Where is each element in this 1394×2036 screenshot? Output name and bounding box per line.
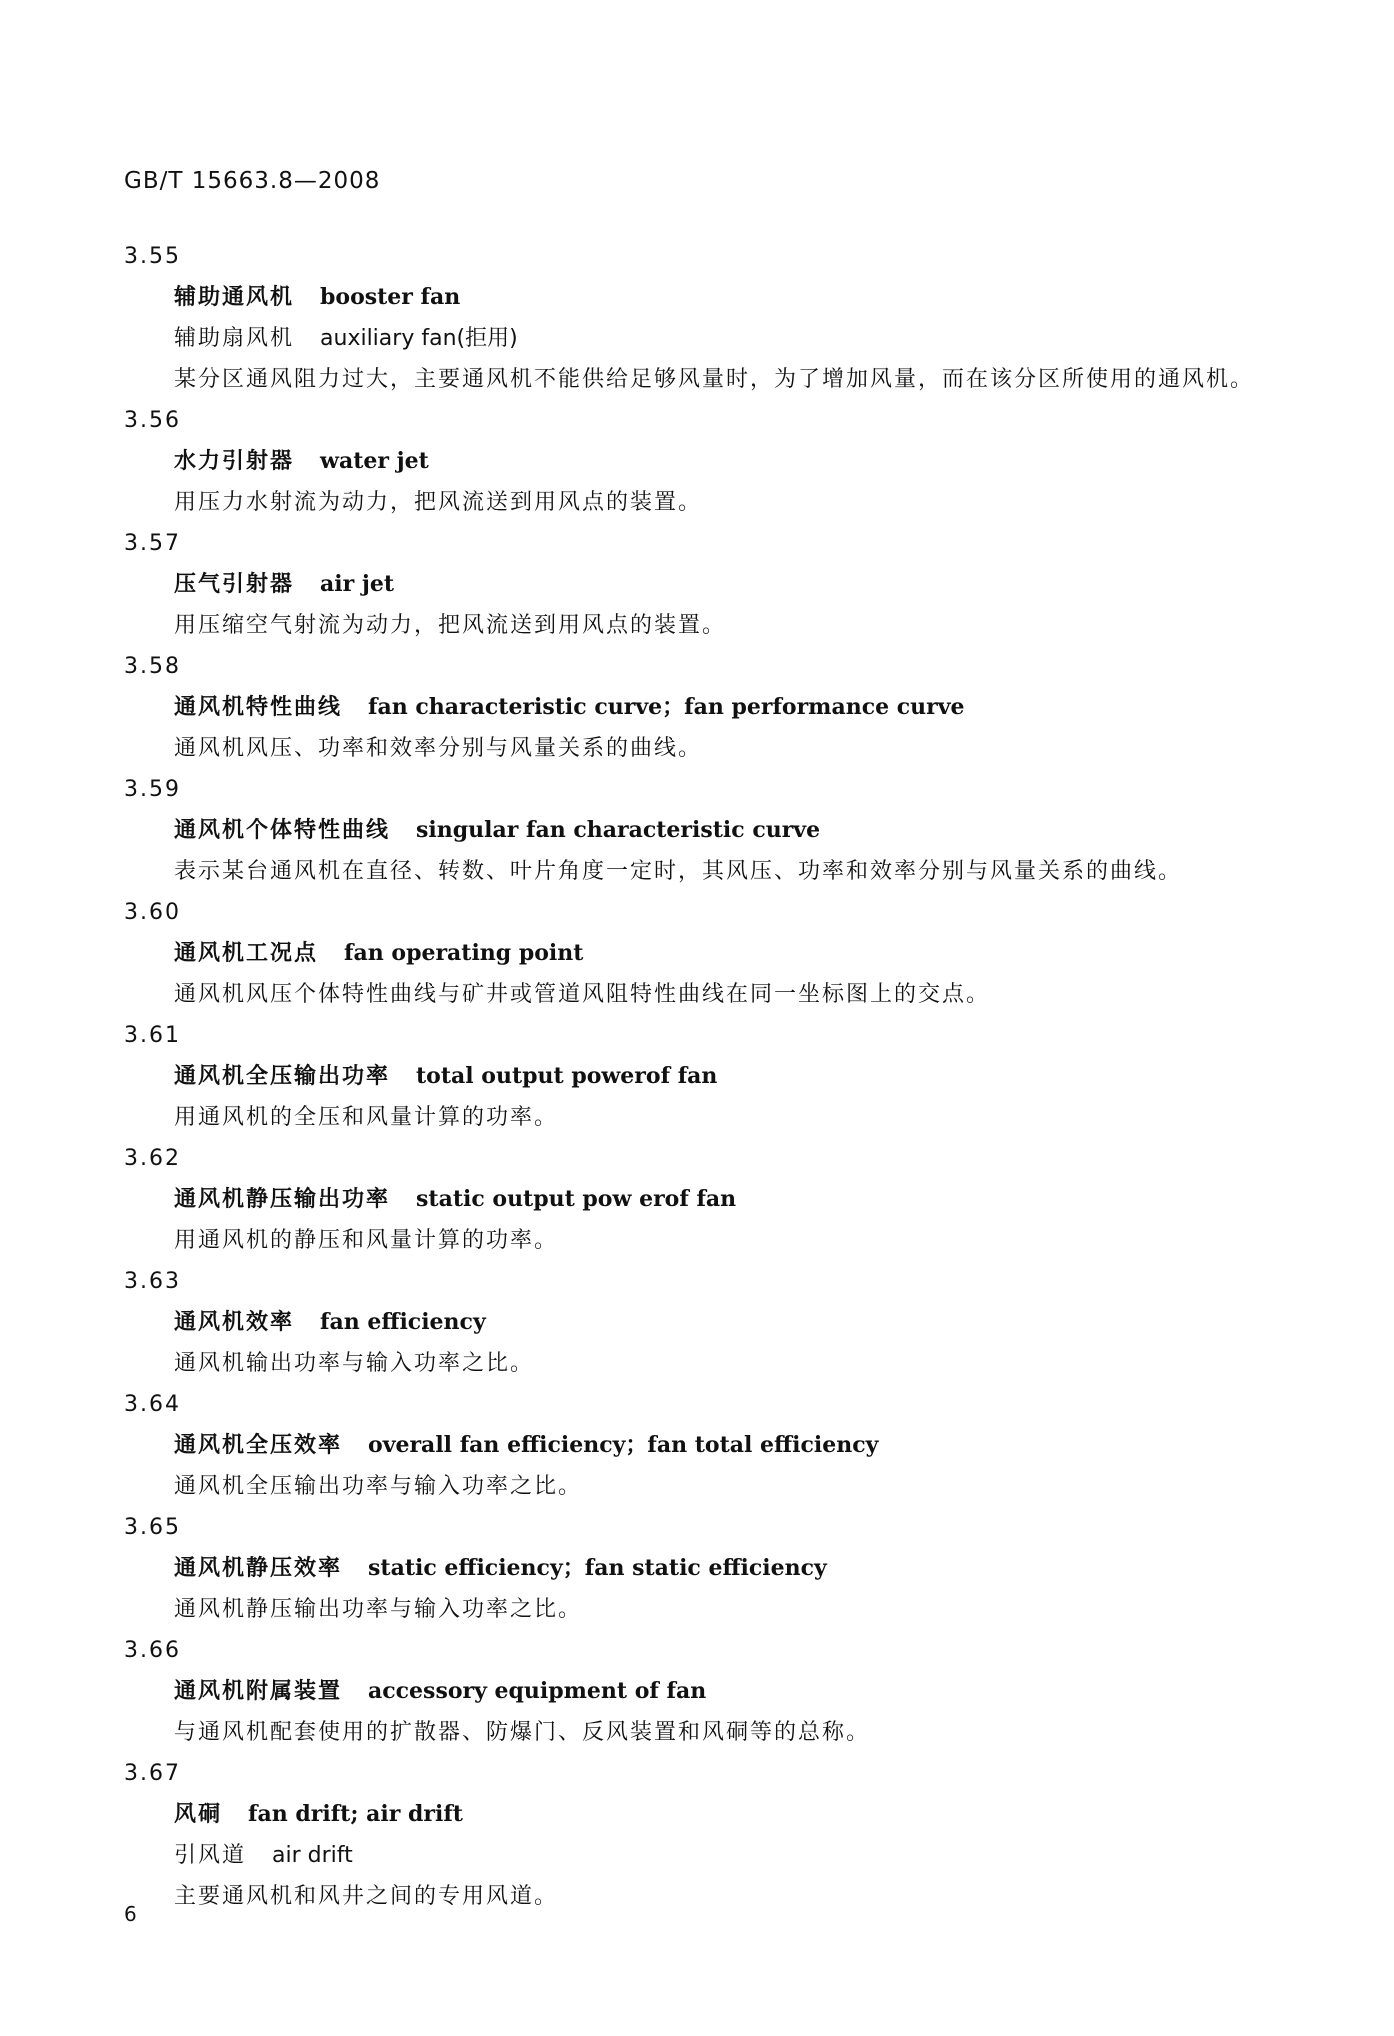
clause-number: 3.60 [124, 900, 181, 925]
term-chinese: 通风机效率 [174, 1310, 295, 1335]
term-definition: 通风机全压输出功率与输入功率之比。 [174, 1474, 583, 1499]
term-definition: 主要通风机和风井之间的专用风道。 [174, 1884, 559, 1909]
term-entry [124, 1138, 1274, 1261]
term-definition: 某分区通风阻力过大，主要通风机不能供给足够风量时，为了增加风量，而在该分区所使用的通风机。 [174, 367, 1255, 392]
term-entry [124, 1753, 1274, 1917]
term-definition: 与通风机配套使用的扩散器、防爆门、反风装置和风硐等的总称。 [174, 1720, 871, 1745]
term-line [124, 277, 1274, 318]
alternate-term-chinese: 引风道 [174, 1843, 247, 1868]
clause-number: 3.57 [124, 531, 181, 556]
term-chinese: 压气引射器 [174, 572, 295, 597]
term-english: static efficiency；fan static efficiency [368, 1555, 827, 1581]
term-line [124, 564, 1274, 605]
alternate-term-line [124, 318, 1274, 359]
term-chinese: 通风机静压效率 [174, 1556, 343, 1581]
term-chinese: 通风机工况点 [174, 941, 319, 966]
term-line [124, 1179, 1274, 1220]
terms-list [124, 236, 1274, 1917]
term-english: air jet [320, 571, 394, 597]
alternate-term-chinese: 辅助扇风机 [174, 326, 295, 351]
term-entry [124, 236, 1274, 400]
alternate-term-english: air drift [272, 1843, 353, 1868]
term-definition: 用通风机的全压和风量计算的功率。 [174, 1105, 559, 1130]
term-english: accessory equipment of fan [368, 1678, 707, 1704]
clause-number: 3.58 [124, 654, 181, 679]
term-line [124, 1056, 1274, 1097]
term-line [124, 687, 1274, 728]
term-english: fan operating point [344, 940, 584, 966]
term-chinese: 通风机全压输出功率 [174, 1064, 391, 1089]
term-entry [124, 523, 1274, 646]
term-chinese: 通风机个体特性曲线 [174, 818, 391, 843]
term-chinese: 风硐 [174, 1802, 223, 1827]
term-line [124, 1302, 1274, 1343]
term-line [124, 1425, 1274, 1466]
clause-number: 3.59 [124, 777, 181, 802]
term-english: water jet [320, 448, 429, 474]
term-chinese: 水力引射器 [174, 449, 295, 474]
alternate-term-english: auxiliary fan(拒用) [320, 326, 518, 351]
clause-number: 3.66 [124, 1638, 181, 1663]
term-line [124, 1671, 1274, 1712]
clause-number: 3.62 [124, 1146, 181, 1171]
term-definition: 通风机静压输出功率与输入功率之比。 [174, 1597, 583, 1622]
clause-number: 3.61 [124, 1023, 181, 1048]
term-english: fan efficiency [320, 1309, 486, 1335]
term-chinese: 辅助通风机 [174, 285, 295, 310]
clause-number: 3.55 [124, 244, 181, 269]
term-line [124, 1548, 1274, 1589]
term-english: overall fan efficiency；fan total efficiency [368, 1432, 879, 1458]
term-chinese: 通风机附属装置 [174, 1679, 343, 1704]
term-english: static output pow erof fan [416, 1186, 737, 1212]
term-definition: 用压缩空气射流为动力，把风流送到用风点的装置。 [174, 613, 727, 638]
term-entry [124, 1261, 1274, 1384]
term-entry [124, 1507, 1274, 1630]
term-chinese: 通风机静压输出功率 [174, 1187, 391, 1212]
term-line [124, 441, 1274, 482]
term-definition: 通风机输出功率与输入功率之比。 [174, 1351, 535, 1376]
clause-number: 3.65 [124, 1515, 181, 1540]
term-english: singular fan characteristic curve [416, 817, 821, 843]
clause-number: 3.67 [124, 1761, 181, 1786]
term-line [124, 810, 1274, 851]
alternate-term-line [124, 1835, 1274, 1876]
term-line [124, 933, 1274, 974]
term-definition: 通风机风压、功率和效率分别与风量关系的曲线。 [174, 736, 703, 761]
clause-number: 3.56 [124, 408, 181, 433]
term-entry [124, 769, 1274, 892]
clause-number: 3.63 [124, 1269, 181, 1294]
term-definition: 表示某台通风机在直径、转数、叶片角度一定时，其风压、功率和效率分别与风量关系的曲线。 [174, 859, 1183, 884]
term-entry [124, 646, 1274, 769]
term-entry [124, 1384, 1274, 1507]
term-entry [124, 1015, 1274, 1138]
term-line [124, 1794, 1274, 1835]
term-definition: 用通风机的静压和风量计算的功率。 [174, 1228, 559, 1253]
term-entry [124, 400, 1274, 523]
term-entry [124, 1630, 1274, 1753]
term-definition: 通风机风压个体特性曲线与矿井或管道风阻特性曲线在同一坐标图上的交点。 [174, 982, 991, 1007]
term-chinese: 通风机全压效率 [174, 1433, 343, 1458]
clause-number: 3.64 [124, 1392, 181, 1417]
term-chinese: 通风机特性曲线 [174, 695, 343, 720]
term-definition: 用压力水射流为动力，把风流送到用风点的装置。 [174, 490, 703, 515]
page-number: 6 [124, 1902, 137, 1926]
term-english: fan characteristic curve；fan performance curve [368, 694, 965, 720]
term-entry [124, 892, 1274, 1015]
term-english: fan drift; air drift [248, 1801, 463, 1827]
standard-number-header: GB/T 15663.8—2008 [124, 168, 381, 194]
term-english: booster fan [320, 284, 461, 310]
term-english: total output powerof fan [416, 1063, 718, 1089]
